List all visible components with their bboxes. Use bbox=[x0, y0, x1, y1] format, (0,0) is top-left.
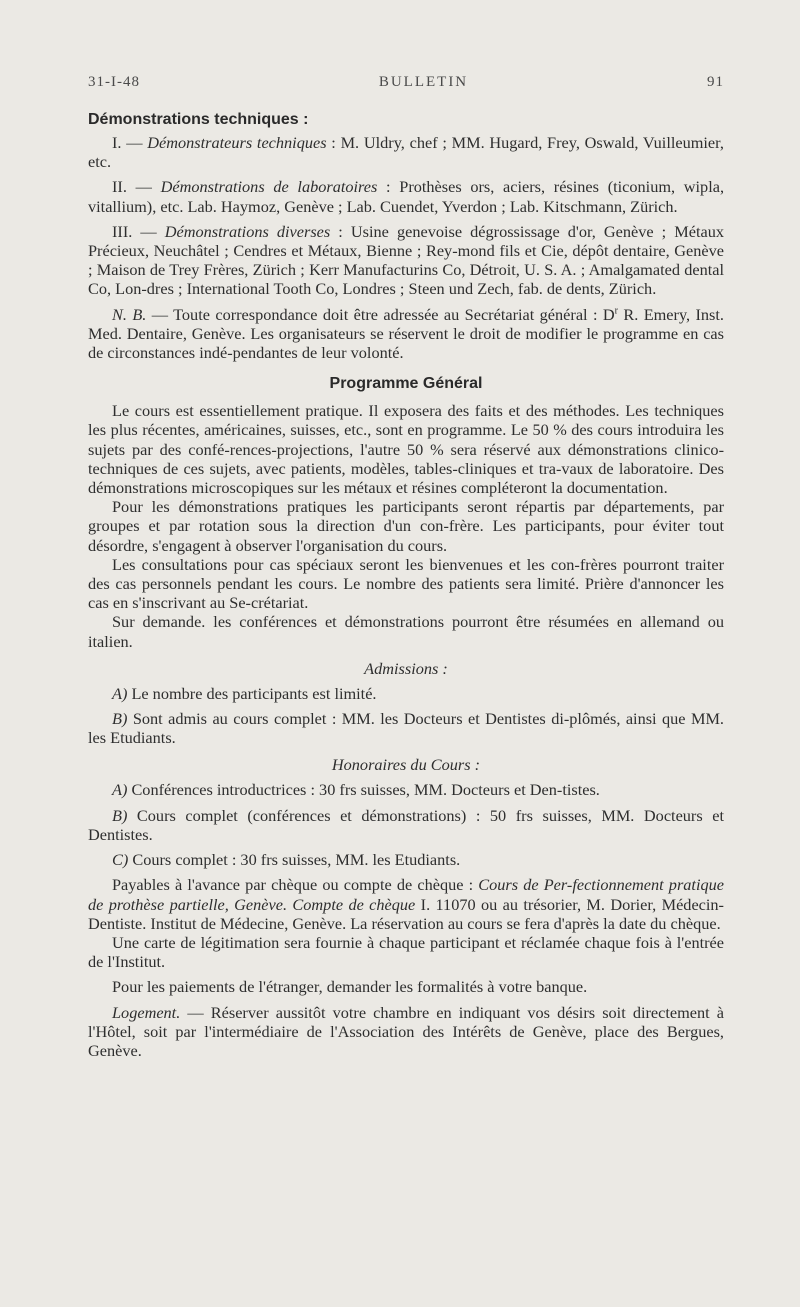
item-number: II. — bbox=[112, 177, 152, 197]
running-header bbox=[88, 74, 724, 91]
list-text: Le nombre des participants est limité. bbox=[127, 683, 377, 703]
list-text: Conférences introductrices : 30 frs suisses, MM. Docteurs et Den-tistes. bbox=[127, 780, 600, 800]
paragraph-programme-3: Les consultations pour cas spéciaux seront les bienvenues et les con-frères pourront traiter des cas personnels pendant les cours. Le nombre des patients sera limité. Prière d'annoncer les cas en s'inscrivant au Se-crétariat. bbox=[88, 554, 724, 613]
paragraph-fee-b bbox=[88, 806, 724, 844]
payment-text-after: I. 11070 ou au trésorier, M. Dorier, Médecin-Dentiste. Institut de Médecine, Genève. La réservation au cours se fera d'après la date du chèque. bbox=[88, 894, 724, 933]
paragraph-admission-a bbox=[88, 684, 724, 703]
paragraph-nota-bene bbox=[88, 305, 724, 363]
paragraph-fee-c bbox=[88, 850, 724, 869]
subheading-admissions: Admissions : bbox=[364, 658, 448, 678]
paragraph-laboratories bbox=[88, 177, 724, 215]
header-title: BULLETIN bbox=[378, 74, 469, 90]
item-text: : Usine genevoise dégrossissage d'or, Genève ; Métaux Précieux, Neuchâtel ; Cendres et Métaux, Bienne ; Rey-mond fils et Cie, dépôt dentaire, Genève ; Maison de Trey Frères, Zürich ; Kerr Manufacturins Co, Détroit, U. S. A. ; Amalgamated dental Co, Lon-dres ; International Tooth Co, Londres ; Steen und Zech, fab. de dents, Zürich. bbox=[88, 221, 725, 299]
paragraph-various bbox=[88, 222, 724, 299]
payment-text-before: Payables à l'avance par chèque ou compte de chèque : bbox=[112, 875, 479, 895]
item-label: Démonstrations diverses bbox=[164, 221, 331, 241]
payment-account-name: Cours de Per-fectionnement pratique de prothèse partielle, Genève. Compte de chèque bbox=[88, 875, 724, 914]
list-label: B) bbox=[112, 805, 128, 825]
list-label: C) bbox=[112, 850, 129, 870]
nb-text-before: — Toute correspondance doit être adressée au Secrétariat général : D bbox=[146, 304, 615, 324]
list-label: B) bbox=[112, 709, 128, 729]
nb-superscript: r bbox=[614, 305, 618, 317]
lodging-text: — Réserver aussitôt votre chambre en indiquant vos désirs soit directement à l'Hôtel, soit par l'intermédiaire de l'Association des Intérêts de Genève, place des Bergues, Genève. bbox=[88, 1002, 724, 1060]
nb-label: N. B. bbox=[112, 304, 147, 324]
page-number: 91 bbox=[706, 74, 724, 90]
item-label: Démonstrateurs techniques bbox=[147, 133, 327, 152]
list-text: Sont admis au cours complet : MM. les Docteurs et Dentistes di-plômés, ainsi que MM. les Etudiants. bbox=[88, 709, 724, 748]
paragraph-lodging bbox=[88, 1003, 724, 1061]
lodging-label: Logement. bbox=[112, 1002, 181, 1022]
paragraph-foreign-payment: Pour les paiements de l'étranger, demander les formalités à votre banque. bbox=[112, 977, 588, 997]
header-date: 31-I-48 bbox=[88, 74, 140, 90]
list-label: A) bbox=[112, 683, 128, 703]
paragraph-admission-b bbox=[88, 709, 724, 747]
page-content bbox=[88, 74, 724, 1060]
paragraph-payment bbox=[88, 875, 724, 933]
list-label: A) bbox=[112, 780, 128, 800]
paragraph-programme-2: Pour les démonstrations pratiques les participants seront répartis par départements, par groupes et par rotation sous la direction d'un con-frère. Les participants, pour éviter tout désordre, s'engagent à observer l'organisation du cours. bbox=[88, 497, 724, 555]
paragraph-fee-a bbox=[88, 780, 724, 799]
subheading-fees: Honoraires du Cours : bbox=[331, 755, 481, 775]
section-heading-programme: Programme Général bbox=[329, 375, 483, 393]
paragraph-demonstrators bbox=[88, 133, 724, 171]
item-number: III. — bbox=[112, 221, 157, 241]
paragraph-card: Une carte de légitimation sera fournie à chaque participant et réclamée chaque fois à l'entrée de l'Institut. bbox=[88, 932, 724, 972]
item-number: I. — bbox=[112, 133, 143, 152]
nb-text-after: R. Emery, Inst. Med. Dentaire, Genève. Les organisateurs se réservent le droit de modifier le programme en cas de circonstances indé-pendantes de leur volonté. bbox=[88, 304, 724, 363]
paragraph-programme-4: Sur demande. les conférences et démonstrations pourront être résumées en allemand ou italien. bbox=[88, 612, 724, 651]
item-text: : Prothèses ors, aciers, résines (ticonium, wipla, vitallium), etc. Lab. Haymoz, Genève ; Lab. Cuendet, Yverdon ; Lab. Kitschmann, Zürich. bbox=[88, 177, 725, 216]
list-text: Cours complet (conférences et démonstrations) : 50 frs suisses, MM. Docteurs et Dentistes. bbox=[88, 805, 724, 844]
item-label: Démonstrations de laboratoires bbox=[160, 177, 378, 197]
list-text: Cours complet : 30 frs suisses, MM. les Etudiants. bbox=[128, 850, 461, 870]
paragraph-programme-1: Le cours est essentiellement pratique. Il exposera des faits et des méthodes. Les techniques les plus récentes, américaines, suisses, etc., sont en programme. Le 50 % des cours introduira les sujets par des confé-rences-projections, l'autre 50 % sera réservé aux démonstrations clinico-techniques de ces sujets, avec patients, modèles, tables-cliniques et tra-vaux de laboratoire. Des démonstrations microscopiques sur les métaux et résines compléteront la documentation. bbox=[88, 401, 724, 498]
section-heading-demonstrations: Démonstrations techniques : bbox=[88, 111, 309, 128]
item-text: : M. Uldry, chef ; MM. Hugard, Frey, Oswald, Vuilleumier, etc. bbox=[88, 133, 724, 172]
